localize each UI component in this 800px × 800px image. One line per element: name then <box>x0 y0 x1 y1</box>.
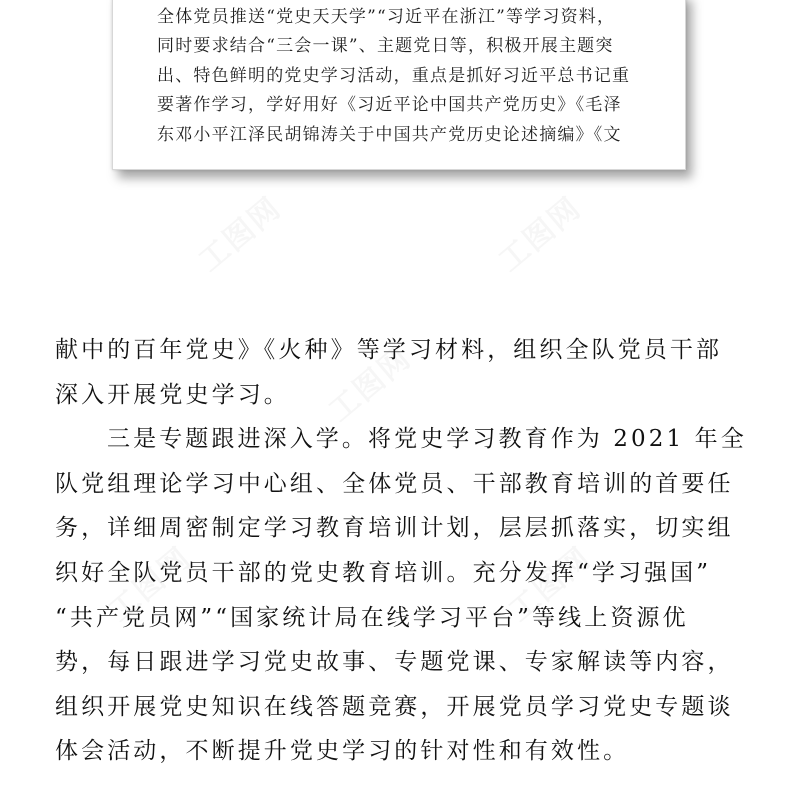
watermark: 工图网 <box>322 340 419 429</box>
card-text-line: 全体党员推送“党史天天学”“习近平在浙江”等学习资料， <box>157 7 616 27</box>
body-text-line: 体会活动，不断提升党史学习的针对性和有效性。 <box>55 738 630 765</box>
body-text-line: 献中的百年党史》《火种》等学习材料，组织全队党员干部 <box>55 337 723 363</box>
body-text-line: 势，每日跟进学习党史故事、专题党课、专家解读等内容， <box>55 649 734 676</box>
watermark: 工图网 <box>102 540 199 629</box>
card-paragraph <box>157 3 653 150</box>
watermark: 工图网 <box>492 190 589 279</box>
watermark: 工图网 <box>502 540 599 629</box>
card-text-line: 要著作学习，学好用好《习近平论中国共产党历史》《毛泽 <box>157 95 622 116</box>
body-text-line: 务，详细周密制定学习教育培训计划，层层抓落实，切实组 <box>55 515 734 542</box>
watermark: 工图网 <box>192 190 289 279</box>
card-text-line: 同时要求结合“三会一课”、主题党日等，积极开展主题突 <box>157 36 614 57</box>
body-text-line: 织好全队党员干部的党史教育培训。充分发挥“学习强国” <box>55 559 712 586</box>
body-text-line: 三是专题跟进深入学。将党史学习教育作为 2021 年全 <box>107 426 747 453</box>
previous-page-card <box>112 0 686 170</box>
body-text-line: “共产党员网”“国家统计局在线学习平台”等线上资源优 <box>55 604 689 631</box>
card-text-line: 东邓小平江泽民胡锦涛关于中国共产党历史论述摘编》《文 <box>157 124 622 145</box>
body-text-line: 深入开展党史学习。 <box>55 381 290 408</box>
card-text-line: 出、特色鲜明的党史学习活动，重点是抓好习近平总书记重 <box>157 65 631 86</box>
body-paragraphs <box>55 328 755 774</box>
body-text-line: 队党组理论学习中心组、全体党员、干部教育培训的首要任 <box>55 470 734 497</box>
body-text-line: 组织开展党史知识在线答题竞赛，开展党员学习党史专题谈 <box>55 693 734 720</box>
